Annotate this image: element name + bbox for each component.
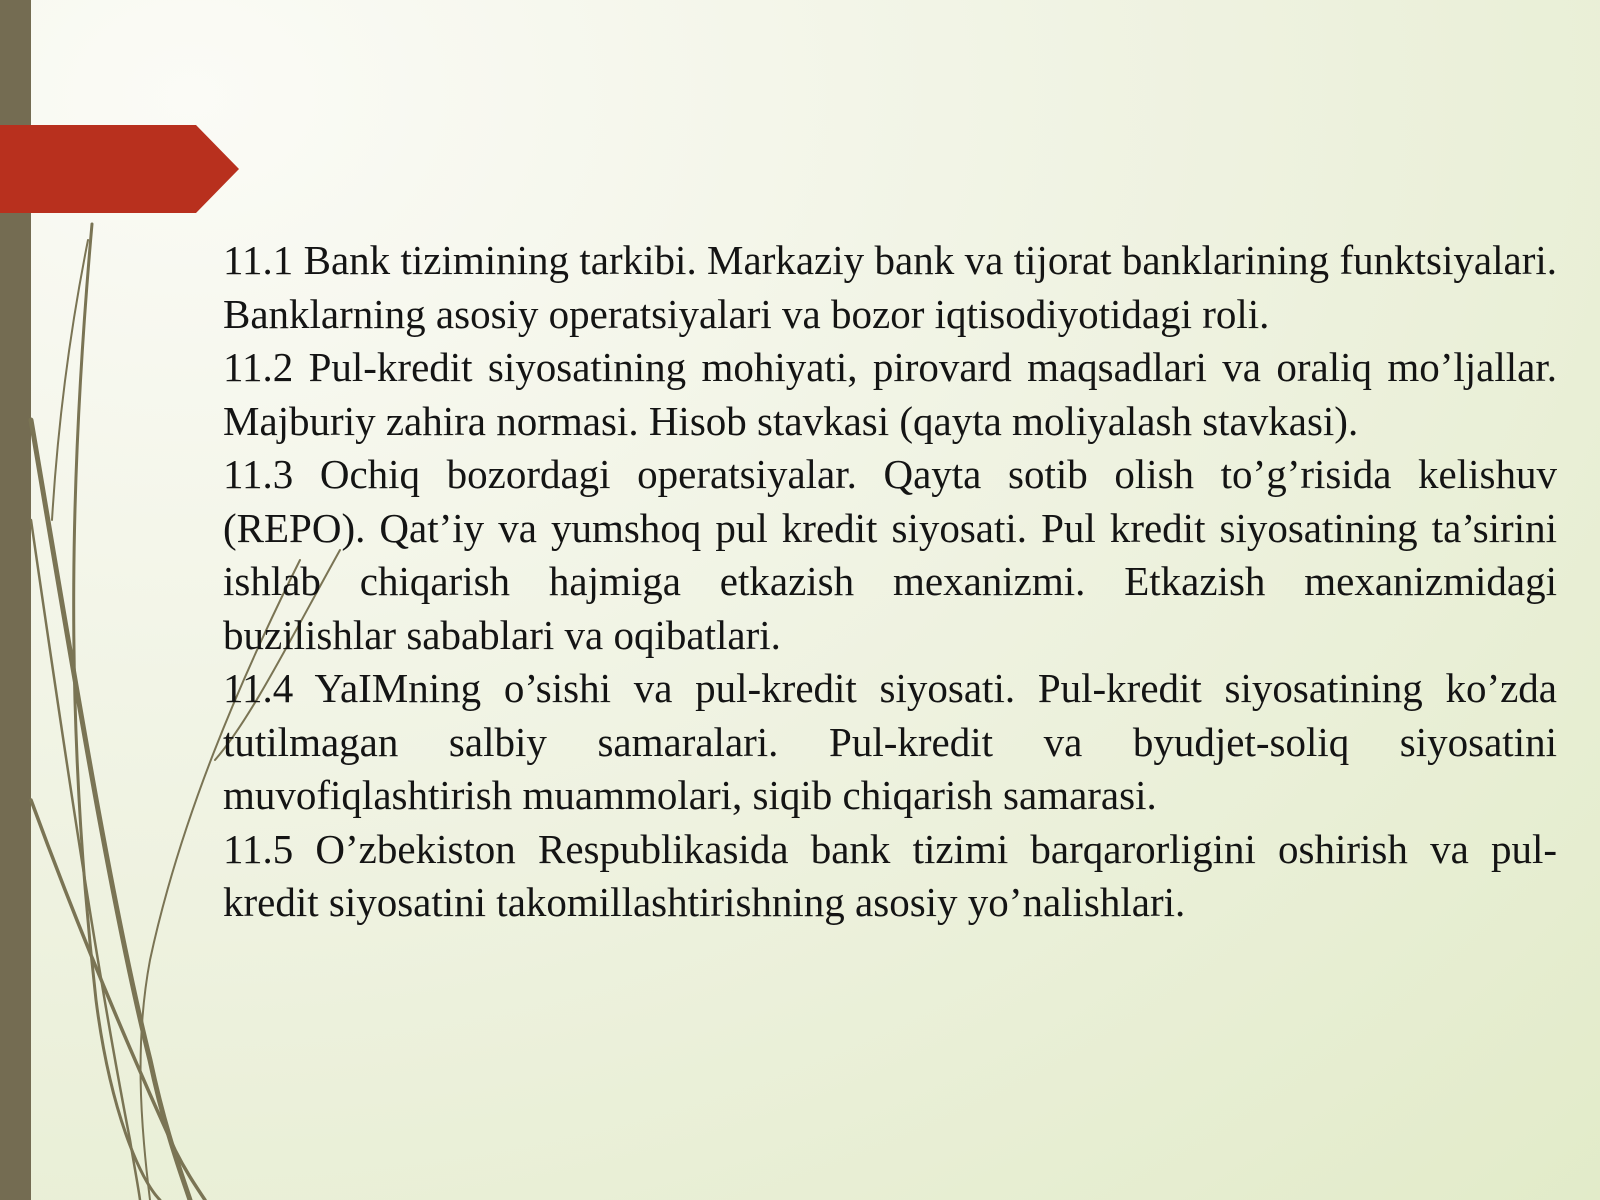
red-arrow-shape [0, 125, 239, 213]
topic-item-11-4: 11.4 YaIMning o’sishi va pul-kredit siyosati. Pul-kredit siyosatining ko’zda tutilmagan salbiy samaralari. Pul-kredit va byudjet-soliq siyosatini muvofiqlashtirish muammolari, siqib chiqarish samarasi. [223, 665, 1557, 818]
slide-body [223, 234, 1557, 930]
topic-item-11-2: 11.2 Pul-kredit siyosatining mohiyati, pirovard maqsadlari va oraliq mo’ljallar. Majburiy zahira normasi. Hisob stavkasi (qayta moliyalash stavkasi). [223, 344, 1557, 444]
topic-item-11-5: 11.5 O’zbekiston Respublikasida bank tizimi barqarorligini oshirish va pul-kredit siyosatini takomillashtirishning asosiy yo’nalishlari. [223, 825, 1557, 925]
topic-item-11-1: 11.1 Bank tizimining tarkibi. Markaziy bank va tijorat banklarining funktsiyalari. Banklarning asosiy operatsiyalari va bozor iqtisodiyotidagi roli. [223, 237, 1557, 337]
topic-item-11-3: 11.3 Ochiq bozordagi operatsiyalar. Qayta sotib olish to’g’risida kelishuv (REPO). Qat’iy va yumshoq pul kredit siyosati. Pul kredit siyosatining ta’sirini ishlab chiqarish hajmiga etkazish mexanizmi. Etkazish mexanizmidagi buzilishlar sabablari va oqibatlari. [223, 451, 1557, 658]
